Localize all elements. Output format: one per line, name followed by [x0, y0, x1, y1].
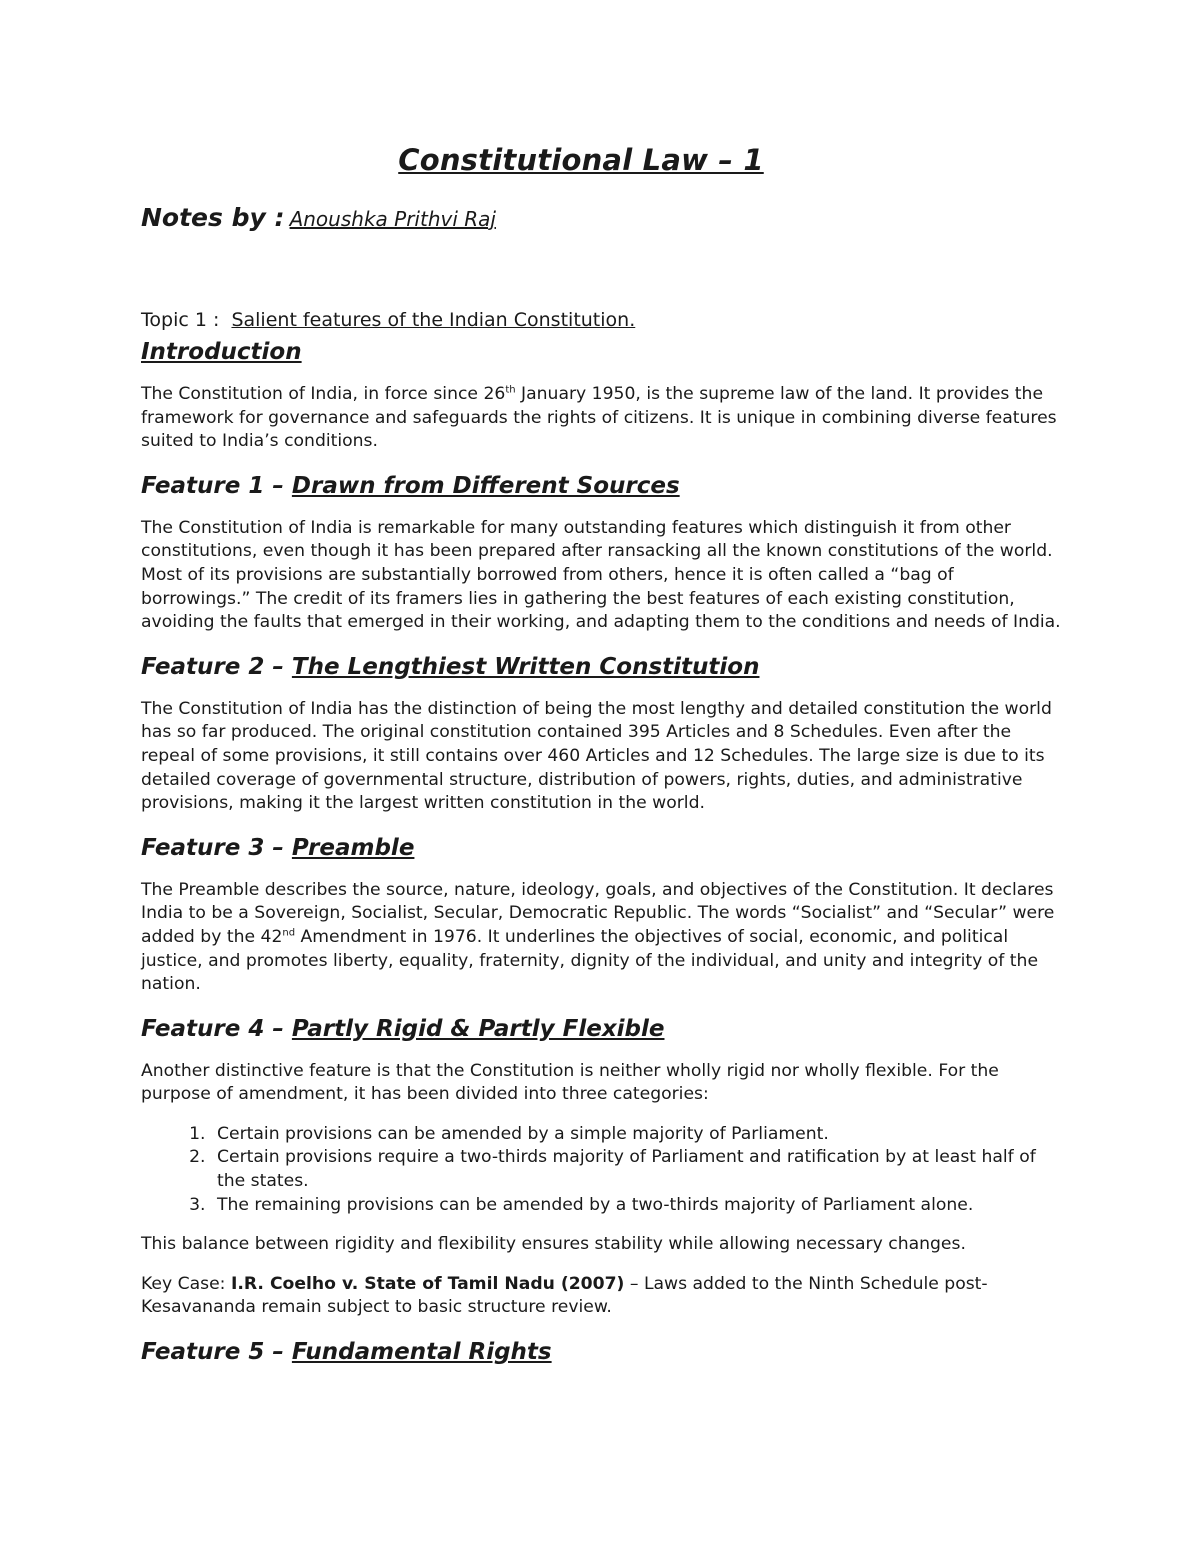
intro-text-a: The Constitution of India, in force since 26: [141, 384, 506, 404]
intro-text-b: January 1950, is the supreme law of the land. It provides the framework for governance and safeguards the rights of citizens. It is unique in combining diverse features suited to India’s conditions.: [141, 384, 1057, 452]
topic-label: Topic 1 :: [141, 309, 220, 331]
feature-1-name: Drawn from Different Sources: [291, 472, 680, 499]
key-case-paragraph: [141, 1273, 1061, 1320]
feature-4-name: Partly Rigid & Partly Flexible: [291, 1015, 665, 1042]
feature-3-text-a: The Preamble describes the source, nature, ideology, goals, and objectives of the Constitution. It declares India to be a Sovereign, Socialist, Secular, Democratic Republic. The words “Socialist” and “Secular” were added by the 42: [141, 879, 1055, 947]
feature-3-heading: [141, 833, 1061, 863]
intro-heading: [141, 337, 1061, 367]
feature-3-paragraph: [141, 879, 1061, 997]
document-content: [141, 138, 1061, 1367]
feature-2-paragraph: The Constitution of India has the distinction of being the most lengthy and detailed constitution the world has so far produced. The original constitution contained 395 Articles and 8 Schedules. Even after the repeal of some provisions, it still contains over 460 Articles and 12 Schedules. The large size is due to its detailed coverage of governmental structure, distribution of powers, rights, duties, and administrative provisions, making it the largest written constitution in the world.: [141, 698, 1052, 814]
document-title: Constitutional Law – 1: [398, 143, 764, 177]
feature-5-prefix: Feature 5 –: [141, 1339, 292, 1366]
feature-3-name: Preamble: [291, 834, 415, 861]
feature-3-prefix: Feature 3 –: [141, 834, 292, 861]
intro-paragraph: [141, 383, 1061, 454]
feature-3-text-b: Amendment in 1976. It underlines the objectives of social, economic, and political justice, and promotes liberty, equality, fraternity, dignity of the individual, and unity and integrity of the nation.: [141, 926, 1039, 995]
feature-1-prefix: Feature 1 –: [141, 472, 292, 499]
feature-1-heading: [141, 471, 1061, 501]
feature-3-sup: nd: [282, 927, 296, 939]
feature-4-balance: This balance between rigidity and flexibility ensures stability while allowing necessary changes.: [141, 1234, 966, 1255]
amendment-categories-list: [141, 1123, 1061, 1217]
feature-4-heading: [141, 1014, 1061, 1044]
feature-2-heading: [141, 652, 1061, 682]
feature-1-paragraph: The Constitution of India is remarkable for many outstanding features which distinguish it from other constitutions, even though it has been prepared after ransacking all the known constitutions of the world. Most of its provisions are substantially borrowed from others, hence it is often called a “bag of borrowings.” The credit of its framers lies in gathering the best features of each existing constitution, avoiding the faults that emerged in their working, and adapting them to the conditions and needs of India.: [141, 517, 1061, 633]
feature-5-heading: [141, 1337, 1061, 1367]
feature-2-name: The Lengthiest Written Constitution: [291, 653, 760, 680]
list-item: 1. Certain provisions can be amended by a simple majority of Parliament.: [211, 1123, 1061, 1147]
notes-by-line: [141, 200, 1061, 236]
notes-author: Anoushka Prithvi Raj: [289, 207, 496, 231]
feature-5-name: Fundamental Rights: [291, 1339, 552, 1366]
topic-line: [141, 306, 1061, 334]
feature-4-intro: Another distinctive feature is that the Constitution is neither wholly rigid nor wholly flexible. For the purpose of amendment, it has been divided into three categories:: [141, 1060, 999, 1105]
feature-2-prefix: Feature 2 –: [141, 653, 292, 680]
intro-sup: th: [505, 384, 516, 396]
key-case-text: – Laws added to the Ninth Schedule post-Kesavananda remain subject to basic structure review.: [141, 1273, 988, 1318]
intro-heading-text: Introduction: [141, 339, 302, 365]
list-item: 3. The remaining provisions can be amended by a two-thirds majority of Parliament alone.: [211, 1194, 1061, 1218]
topic-subject: Salient features of the Indian Constitution.: [231, 309, 636, 331]
notes-label: Notes by :: [141, 203, 285, 232]
key-case-prefix: Key Case:: [141, 1273, 231, 1294]
feature-4-prefix: Feature 4 –: [141, 1015, 292, 1042]
key-case-name: I.R. Coelho v. State of Tamil Nadu (2007): [230, 1273, 625, 1294]
list-item: 2. Certain provisions require a two-thirds majority of Parliament and ratification by at least half of the states.: [211, 1146, 1061, 1193]
